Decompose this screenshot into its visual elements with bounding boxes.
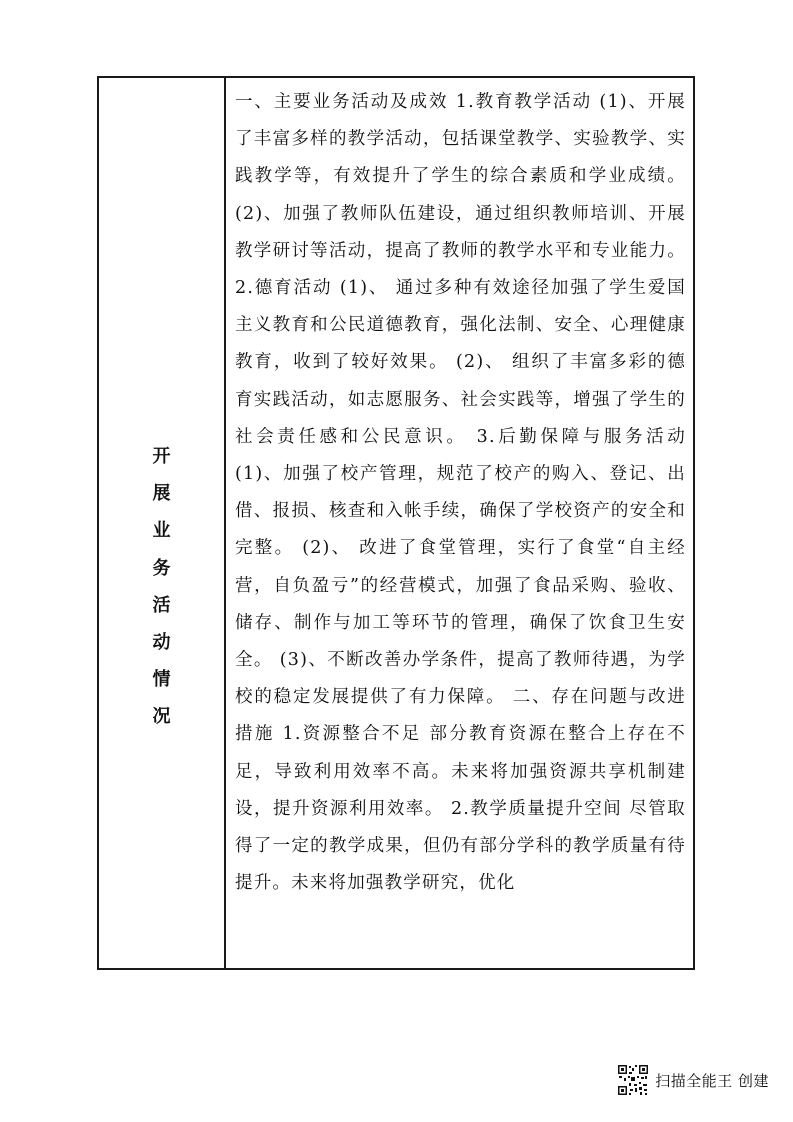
scanner-watermark [617,1064,769,1096]
label-char: 业 [152,520,171,542]
label-char: 动 [152,631,171,653]
qr-code-icon [617,1064,649,1096]
scanner-brand-text: 扫描全能王 创建 [655,1071,769,1090]
report-form-table [97,76,695,970]
content-cell [226,78,693,968]
label-char: 务 [152,557,171,579]
label-char: 情 [152,669,171,691]
label-char: 况 [152,706,171,728]
label-char: 活 [152,594,171,616]
label-char: 开 [152,446,171,467]
row-label-cell [99,78,226,968]
label-char: 展 [152,483,171,505]
activity-description: 一、主要业务活动及成效 1.教育教学活动 (1)、开展了丰富多样的教学活动，包括课堂教学、实验教学、实践教学等，有效提升了学生的综合素质和学业成绩。(2)、加强了教师队伍建设，通过组织教师培训、开展教学研讨等活动，提高了教师的教学水平和专业能力。 2.德育活动 (1)、 通过多种有效途径加强了学生爱国主义教育和公民道德教育，强化法制、安全、心理健康教育，收到了较好效果。 (2)、 组织了丰富多彩的德育实践活动，如志愿服务、社会实践等，增强了学生的社会责任感和公民意识。 3.后勤保障与服务活动 (1)、加强了校产管理，规范了校产的购入、登记、出借、报损、核查和入帐手续，确保了学校资产的安全和完整。 (2)、 改进了食堂管理，实行了食堂“自主经营，自负盈亏”的经营模式，加强了食品采购、验收、储存、制作与加工等环节的管理，确保了饮食卫生安全。 (3)、不断改善办学条件，提高了教师待遇，为学校的稳定发展提供了有力保障。 二、存在问题与改进措施 1.资源整合不足 部分教育资源在整合上存在不足，导致利用效率不高。未来将加强资源共享机制建设，提升资源利用效率。 2.教学质量提升空间 尽管取得了一定的教学成果，但仍有部分学科的教学质量有待提升。未来将加强教学研究，优化 [235,92,686,894]
row-label-vertical [99,438,224,736]
